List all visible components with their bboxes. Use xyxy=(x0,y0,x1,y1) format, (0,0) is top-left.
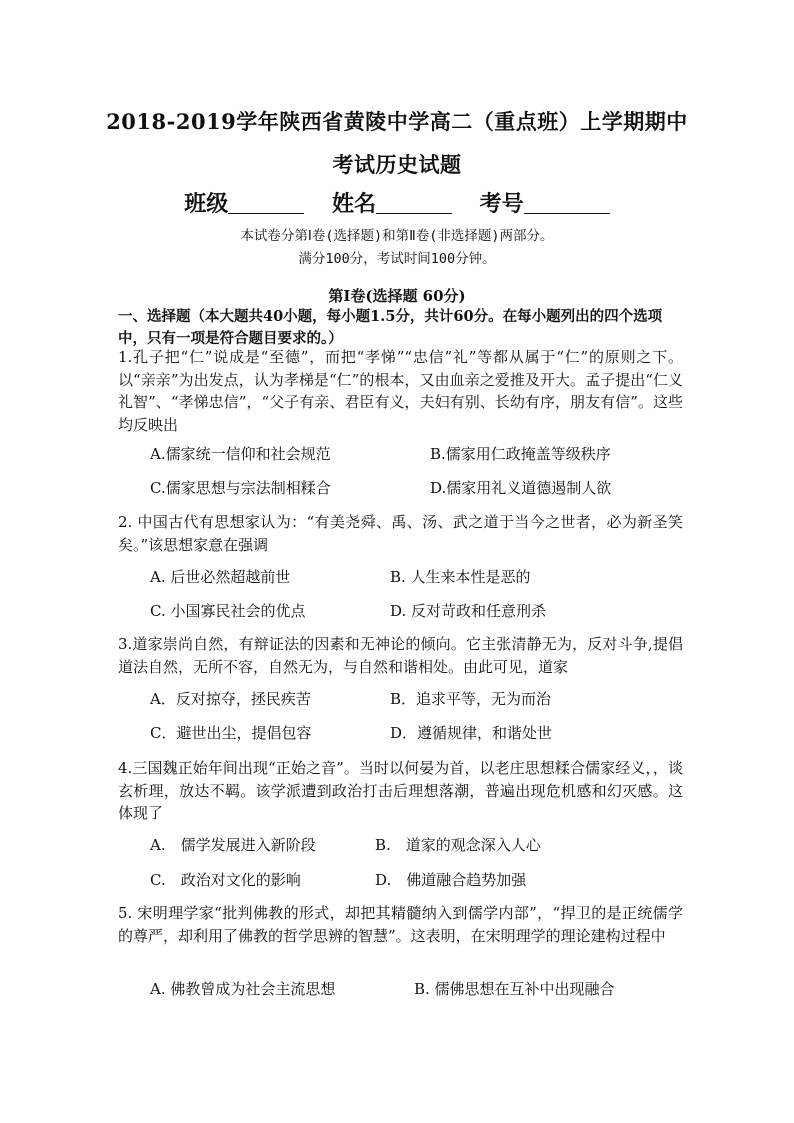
class-blank[interactable] xyxy=(228,193,304,214)
question-1-option-b[interactable]: B.儒家用仁政掩盖等级秩序 xyxy=(430,445,611,463)
question-5-option-b[interactable]: B. 儒佛思想在互补中出现融合 xyxy=(414,980,615,998)
question-1-option-a[interactable]: A.儒家统一信仰和社会规范 xyxy=(150,445,331,463)
section-title: 第Ⅰ卷(选择题 60分) xyxy=(328,287,466,305)
question-4-stem: 4.三国魏正始年间出现“正始之音”。当时以何晏为首，以老庄思想糅合儒家经义，，谈玄析理，放达不羁。该学派遭到政治打击后理想落潮，普遍出现危机感和幻灭感。这体现了 xyxy=(118,759,683,822)
question-2-stem: 2. 中国古代有思想家认为：“有美尧舜、禹、汤、武之道于当今之世者，必为新圣笑矣。”该思想家意在强调 xyxy=(118,513,683,554)
question-3-option-b[interactable]: B．追求平等，无为而治 xyxy=(390,690,552,708)
question-4-option-a[interactable]: A. 儒学发展进入新阶段 xyxy=(150,836,316,854)
question-4-option-c[interactable]: C. 政治对文化的影响 xyxy=(150,871,301,889)
exam-note-line1: 本试卷分第Ⅰ卷(选择题)和第Ⅱ卷(非选择题)两部分。 xyxy=(240,228,554,244)
number-field[interactable] xyxy=(480,187,610,218)
section-instructions: 一、选择题（本大题共40小题，每小题1.5分，共计60分。在每小题列出的四个选项中，只有一项是符合题目要求的。） xyxy=(118,308,663,347)
exam-note-line2: 满分100分，考试时间100分钟。 xyxy=(298,251,496,267)
class-field[interactable] xyxy=(184,187,304,218)
class-label: 班级 xyxy=(184,191,229,217)
exam-title-line1: 2018-2019学年陕西省黄陵中学高二（重点班）上学期期中 xyxy=(106,109,688,134)
name-label: 姓名 xyxy=(331,191,376,217)
name-blank[interactable] xyxy=(376,193,452,214)
question-3-option-d[interactable]: D．遵循规律，和谐处世 xyxy=(390,724,553,742)
name-field[interactable] xyxy=(332,187,452,218)
student-info-fields xyxy=(0,187,794,218)
number-label: 考号 xyxy=(479,191,524,217)
question-1-option-d[interactable]: D.儒家用礼义道德遏制人欲 xyxy=(430,479,612,497)
question-5-stem: 5. 宋明理学家“批判佛教的形式，却把其精髓纳入到儒学内部”，“捍卫的是正统儒学的尊严，却利用了佛教的哲学思辨的智慧”。这表明，在宋明理学的理论建构过程中 xyxy=(118,904,683,945)
question-4-option-d[interactable]: D. 佛道融合趋势加强 xyxy=(375,871,527,889)
question-5-option-a[interactable]: A. 佛教曾成为社会主流思想 xyxy=(150,980,336,998)
question-3-option-c[interactable]: C．避世出尘，提倡包容 xyxy=(150,724,312,742)
question-3-stem: 3.道家崇尚自然，有辩证法的因素和无神论的倾向。它主张清静无为，反对斗争,提倡道法自然，无所不容，自然无为，与自然和谐相处。由此可见，道家 xyxy=(118,635,683,676)
question-3-option-a[interactable]: A．反对掠夺，拯民疾苦 xyxy=(150,690,311,708)
question-2-option-a[interactable]: A. 后世必然超越前世 xyxy=(150,568,291,586)
question-2-option-b[interactable]: B. 人生来本性是恶的 xyxy=(390,568,531,586)
question-1-option-c[interactable]: C.儒家思想与宗法制相糅合 xyxy=(150,479,331,497)
exam-title-line2: 考试历史试题 xyxy=(332,152,462,177)
question-1-stem: 1.孔子把“仁”说成是“至德”，而把“孝悌”“忠信”礼”等都从属于“仁”的原则之下。以“亲亲”为出发点，认为孝梯是“仁”的根本，又由血亲之爱推及开大。孟子提出“仁义礼智”、“孝悌忠信”，“父子有亲、君臣有义，夫妇有别、长幼有序，朋友有信”。这些均反映出 xyxy=(118,348,683,434)
question-4-option-b[interactable]: B. 道家的观念深入人心 xyxy=(375,836,541,854)
question-2-option-d[interactable]: D. 反对苛政和任意刑杀 xyxy=(390,602,547,620)
number-blank[interactable] xyxy=(524,193,610,214)
question-2-option-c[interactable]: C. 小国寡民社会的优点 xyxy=(150,602,306,620)
